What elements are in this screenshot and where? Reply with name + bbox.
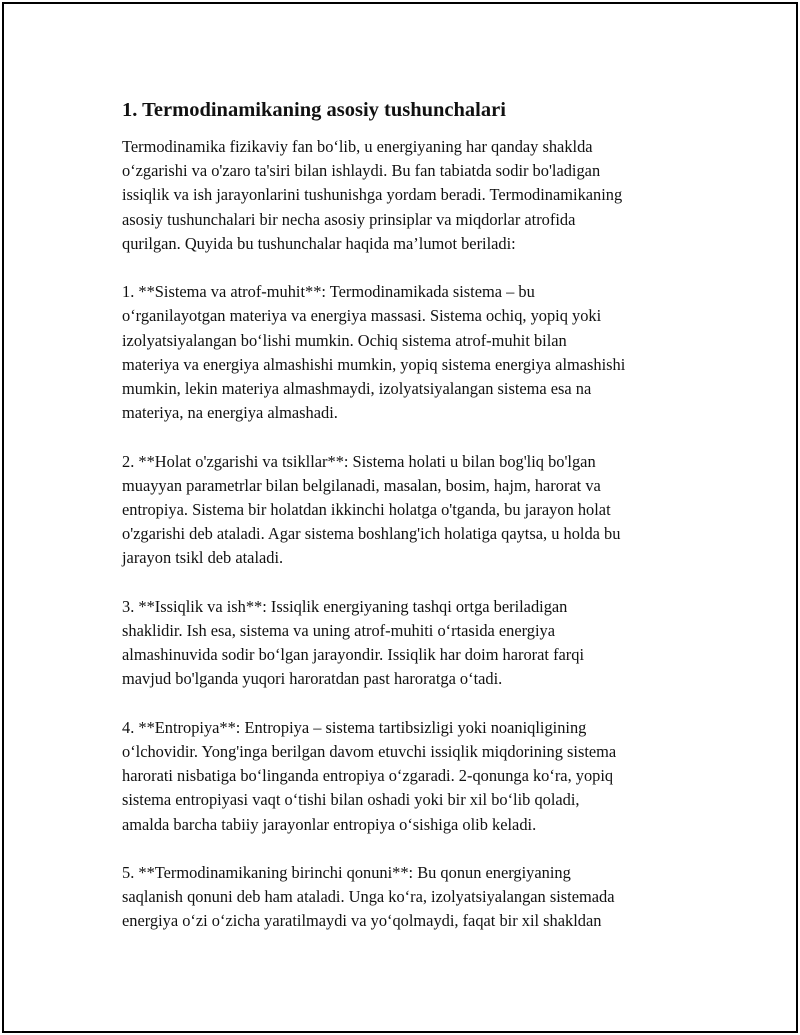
paragraph-state-change-cycles: 2. **Holat o'zgarishi va tsikllar**: Sistema holati u bilan bog'liq bo'lgan muayyan parametrlar bilan belgilanadi, masalan, bosim, hajm, harorat va entropiya. Sistema bir holatdan ikkinchi holatga o'tganda, bu jarayon holat o'zgarishi deb ataladi. Agar sistema boshlang'ich holatiga qaytsa, u holda bu jarayon tsikl deb ataladi. bbox=[122, 451, 621, 568]
intro-paragraph: Termodinamika fizikaviy fan bo‘lib, u energiyaning har qanday shaklda o‘zgarishi va o'zaro ta'siri bilan ishlaydi. Bu fan tabiatda sodir bo'ladigan issiqlik va ish jarayonlarini tushunishga yordam beradi. Termodinamikaning asosiy tushunchalari bir necha asosiy prinsiplar va miqdorlar atrofida qurilgan. Quyida bu tushunchalar haqida ma’lumot beriladi: bbox=[122, 137, 623, 253]
document-body bbox=[122, 96, 694, 958]
document-title: 1. Termodinamikaning asosiy tushunchalari bbox=[122, 99, 506, 121]
paragraph-entropy: 4. **Entropiya**: Entropiya – sistema tartibsizligi yoki noaniqligining o‘lchovidir. Yong'inga berilgan davom etuvchi issiqlik miqdorining sistema harorati nisbatiga bo‘linganda entropiya o‘zgaradi. 2-qonunga ko‘ra, yopiq sistema entropiyasi vaqt o‘tishi bilan oshadi yoki bir xil bo‘lib qoladi, amalda barcha tabiiy jarayonlar entropiya o‘sishiga olib keladi. bbox=[122, 717, 617, 834]
paragraph-system-environment: 1. **Sistema va atrof-muhit**: Termodinamikada sistema – bu o‘rganilayotgan materiya va energiya massasi. Sistema ochiq, yopiq yoki izolyatsiyalangan bo‘lishi mumkin. Ochiq sistema atrof-muhit bilan materiya va energiya almashishi mumkin, yopiq sistema energiya almashishi mumkin, lekin materiya almashmaydi, izolyatsiyalangan sistema esa na materiya, na energiya almashadi. bbox=[122, 282, 626, 423]
paragraph-heat-work: 3. **Issiqlik va ish**: Issiqlik energiyaning tashqi ortga beriladigan shaklidir. Ish esa, sistema va uning atrof-muhiti o‘rtasida energiya almashinuvida sodir bo‘lgan jarayondir. Issiqlik har doim harorat farqi mavjud bo'lganda yuqori haroratdan past haroratga o‘tadi. bbox=[122, 596, 585, 689]
page-frame bbox=[2, 2, 798, 1033]
paragraph-first-law: 5. **Termodinamikaning birinchi qonuni**: Bu qonun energiyaning saqlanish qonuni deb ham ataladi. Unga ko‘ra, izolyatsiyalangan sistemada energiya o‘zi o‘zicha yaratilmaydi va yo‘qolmaydi, faqat bir xil shakldan bbox=[122, 863, 615, 931]
